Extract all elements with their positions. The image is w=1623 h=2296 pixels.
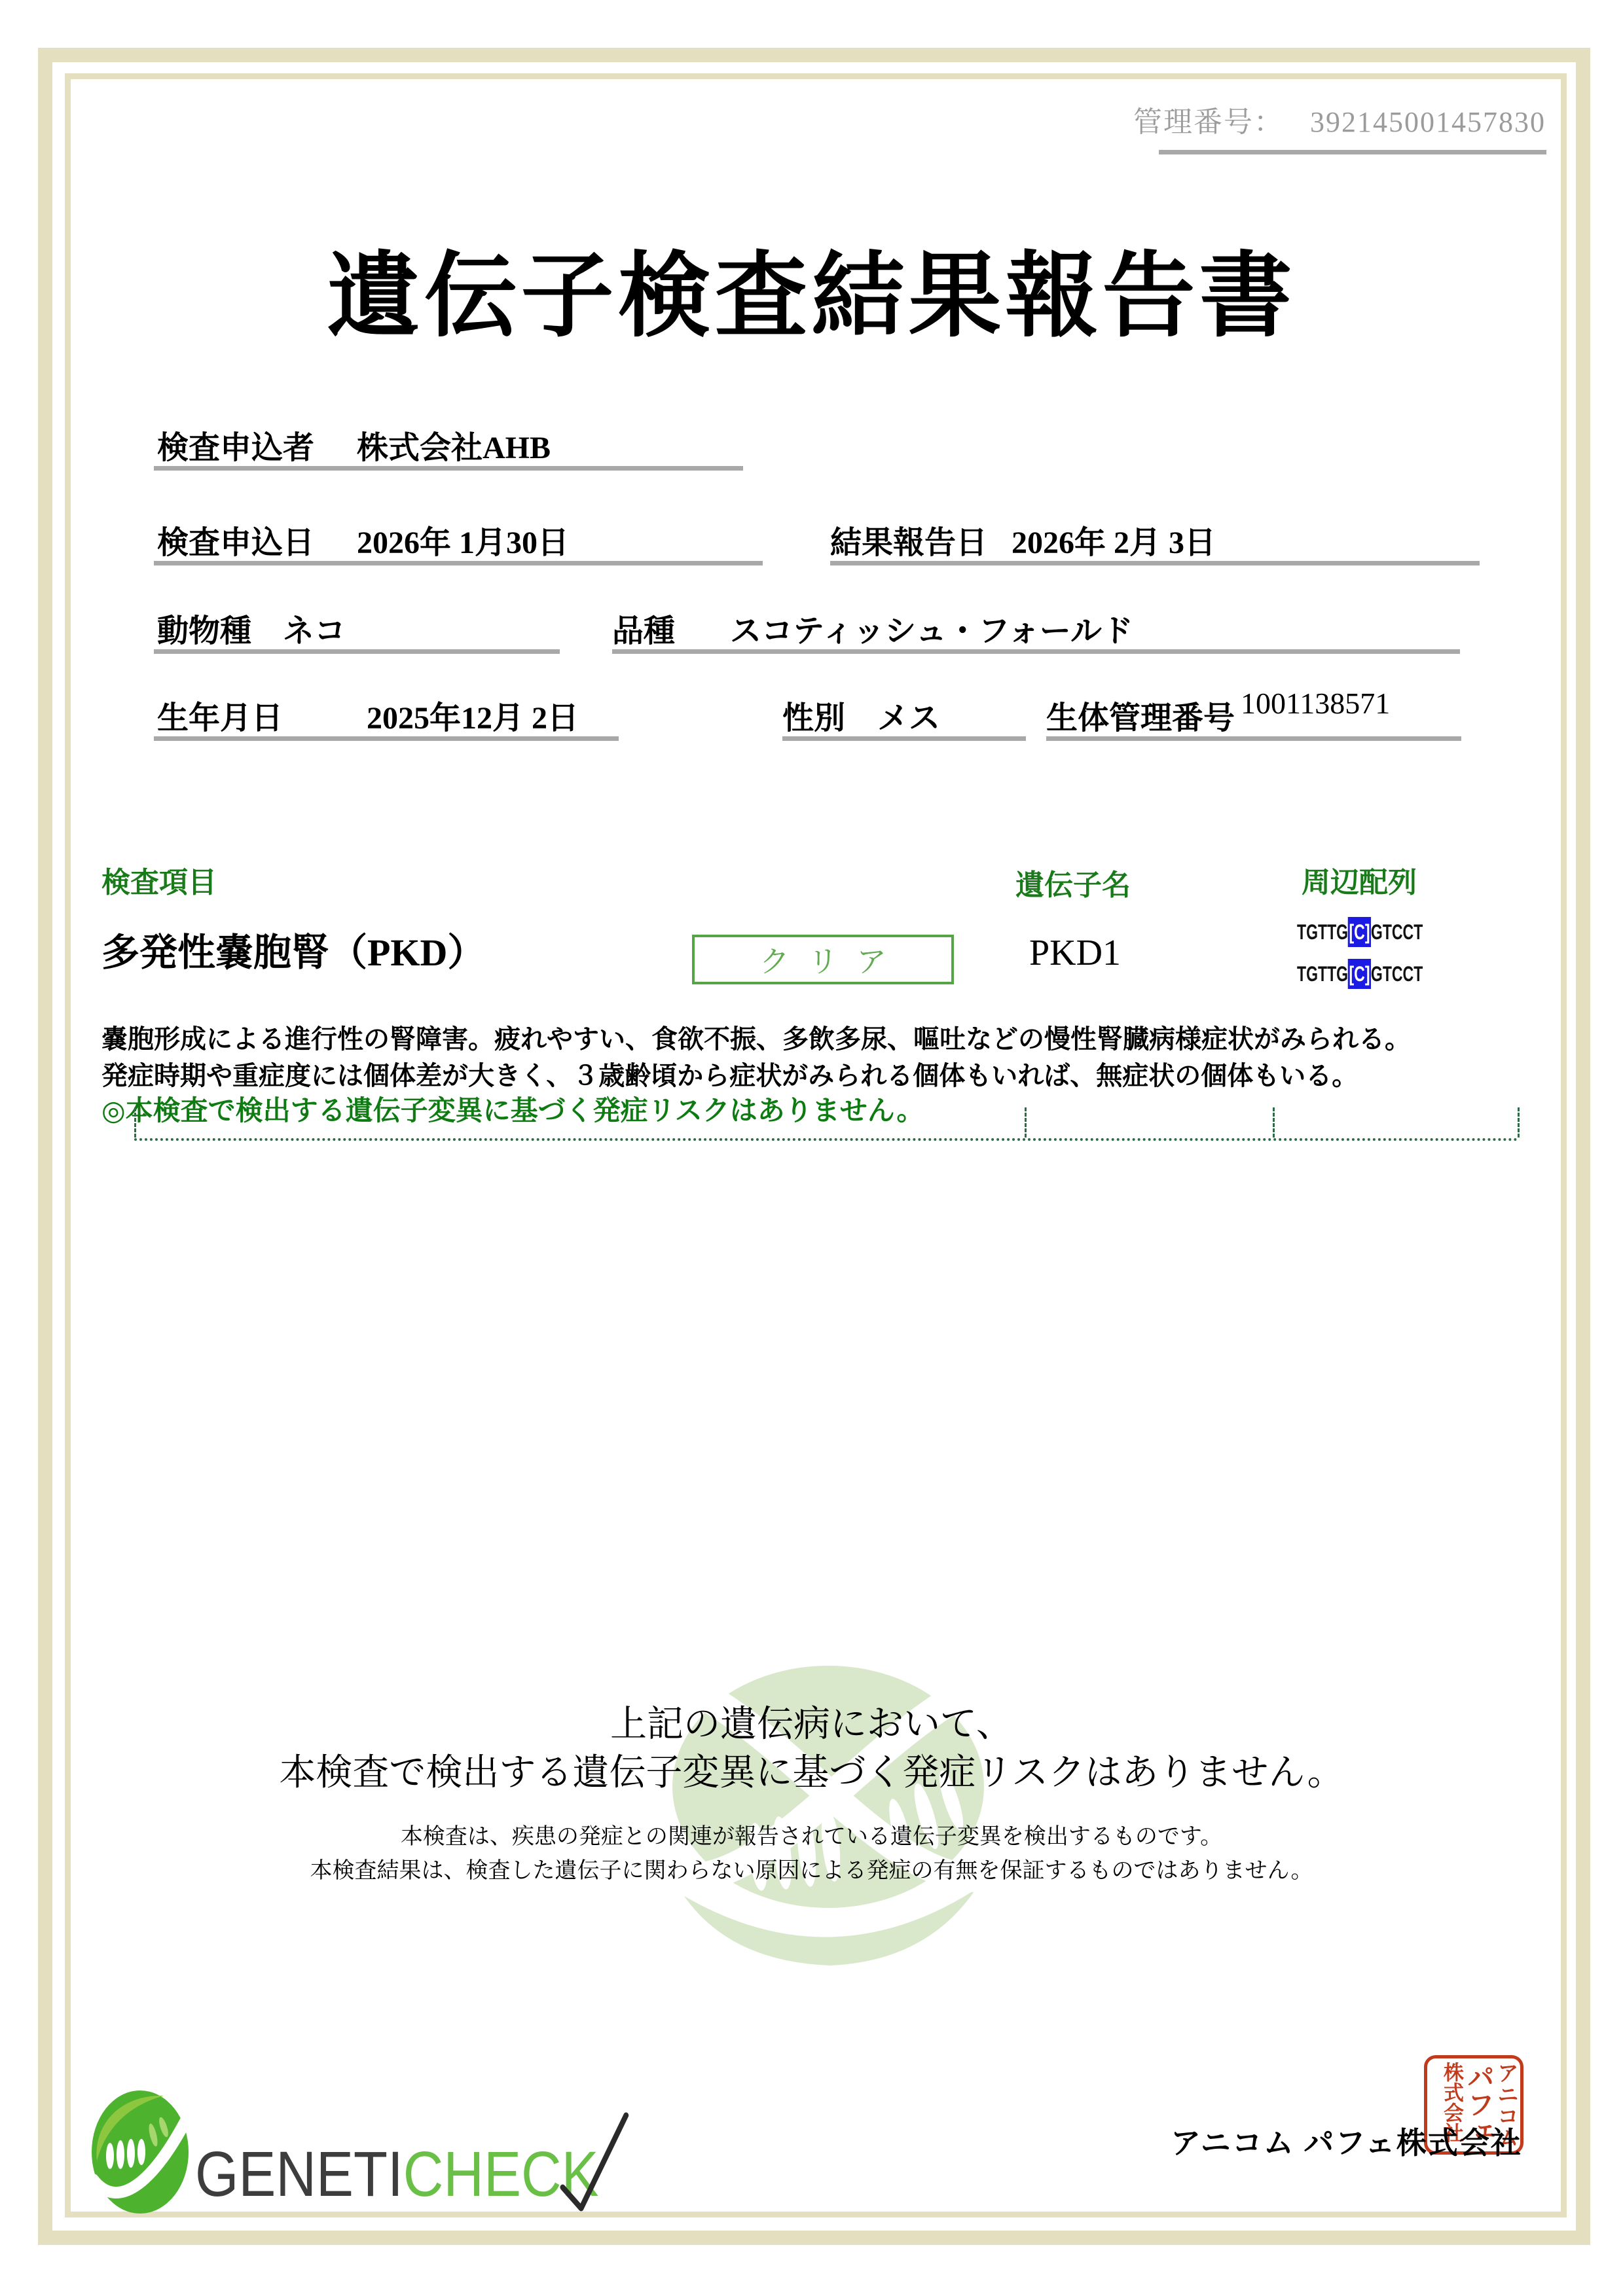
test-item-header: 検査項目 bbox=[101, 867, 217, 899]
sequence-prefix: TGTTG bbox=[1297, 962, 1349, 986]
logo-text-chec: CHEC bbox=[403, 2138, 562, 2210]
sequence-row bbox=[1297, 962, 1423, 986]
table-dashed-divider bbox=[134, 1107, 136, 1138]
report-date-value: 2026年 2月 3日 bbox=[1012, 526, 1216, 560]
sequence-header: 周辺配列 bbox=[1302, 867, 1417, 899]
logo-letter-k: K bbox=[562, 2138, 599, 2211]
apply-date-label: 検査申込日 bbox=[157, 526, 315, 560]
sequence-variant-highlight: [C] bbox=[1348, 959, 1371, 989]
control-number-label: 管理番号： bbox=[1133, 106, 1284, 138]
breed-underline bbox=[612, 649, 1460, 654]
sequence-prefix: TGTTG bbox=[1297, 920, 1349, 944]
logo-check-icon bbox=[553, 2104, 628, 2221]
table-dashed-bottom-border bbox=[134, 1138, 1518, 1141]
result-badge bbox=[692, 935, 954, 984]
result-value: クリア bbox=[759, 945, 905, 978]
report-date-label: 結果報告日 bbox=[830, 526, 988, 560]
breed-value: スコティッシュ・フォールド bbox=[730, 614, 1133, 649]
geneticheck-logo-icon bbox=[90, 2089, 190, 2215]
birth-date-value: 2025年12月 2日 bbox=[367, 701, 579, 736]
control-number bbox=[1133, 98, 1546, 140]
species-underline bbox=[154, 649, 560, 654]
birth-date-underline bbox=[154, 736, 619, 741]
gene-name-header: 遺伝子名 bbox=[1015, 869, 1131, 901]
seal-column: パフェ bbox=[1463, 2063, 1494, 2145]
table-dashed-divider bbox=[1025, 1107, 1027, 1138]
apply-date-value: 2026年 1月30日 bbox=[357, 526, 570, 560]
applicant-label: 検査申込者 bbox=[157, 431, 315, 465]
summary-line1: 上記の遺伝病において、 bbox=[610, 1703, 1013, 1744]
logo-text-geneti: GENETI bbox=[195, 2138, 403, 2210]
seal-column: 株式会社 bbox=[1440, 2062, 1464, 2143]
applicant-value: 株式会社AHB bbox=[357, 431, 551, 465]
table-dashed-divider bbox=[1518, 1107, 1520, 1138]
sequence-variant-highlight: [C] bbox=[1348, 917, 1371, 947]
company-name: アニコム パフェ株式会社 bbox=[1171, 2126, 1522, 2160]
report-date-underline bbox=[830, 561, 1480, 565]
sequence-suffix: GTCCT bbox=[1370, 920, 1423, 944]
birth-date-label: 生年月日 bbox=[157, 701, 283, 736]
breed-label: 品種 bbox=[612, 614, 676, 649]
animal-id-label: 生体管理番号 bbox=[1046, 701, 1235, 736]
applicant-underline bbox=[154, 466, 743, 471]
control-number-value: 392145001457830 bbox=[1310, 106, 1546, 138]
animal-id-value: 1001138571 bbox=[1241, 687, 1391, 720]
species-value: ネコ bbox=[283, 614, 346, 649]
disease-description-line2: 発症時期や重症度には個体差が大きく、３歳齢頃から症状がみられる個体もいれば、無症状の個体もいる。 bbox=[101, 1061, 1359, 1090]
animal-id-underline bbox=[1046, 736, 1461, 741]
sequence-suffix: GTCCT bbox=[1370, 962, 1423, 986]
disease-description-line1: 嚢胞形成による進行性の腎障害。疲れやすい、食欲不振、多飲多尿、嘔吐などの慢性腎臓病様症状がみられる。 bbox=[101, 1024, 1411, 1054]
sex-label: 性別 bbox=[782, 701, 846, 736]
apply-date-underline bbox=[154, 561, 763, 565]
species-label: 動物種 bbox=[157, 614, 252, 649]
sequence-row bbox=[1297, 920, 1423, 944]
disclaimer-line1: 本検査は、疾患の発症との関連が報告されている遺伝子変異を検出するものです。 bbox=[400, 1824, 1223, 1849]
seal-column: アニコム bbox=[1494, 2062, 1518, 2148]
control-number-underline bbox=[1159, 150, 1546, 154]
summary-line2: 本検査で検出する遺伝子変異に基づく発症リスクはありません。 bbox=[279, 1751, 1344, 1793]
geneticheck-logo-text bbox=[195, 2138, 599, 2211]
test-item-name: 多発性嚢胞腎（PKD） bbox=[101, 931, 486, 974]
sex-underline bbox=[782, 736, 1026, 741]
gene-name-value: PKD1 bbox=[1029, 933, 1122, 973]
risk-note: ◎本検査で検出する遺伝子変異に基づく発症リスクはありません。 bbox=[101, 1096, 924, 1126]
table-dashed-divider bbox=[1273, 1107, 1275, 1138]
disclaimer-line2: 本検査結果は、検査した遺伝子に関わらない原因による発症の有無を保証するものではありません。 bbox=[310, 1858, 1313, 1883]
page-title: 遺伝子検査結果報告書 bbox=[327, 245, 1296, 348]
sex-value: メス bbox=[877, 701, 941, 736]
